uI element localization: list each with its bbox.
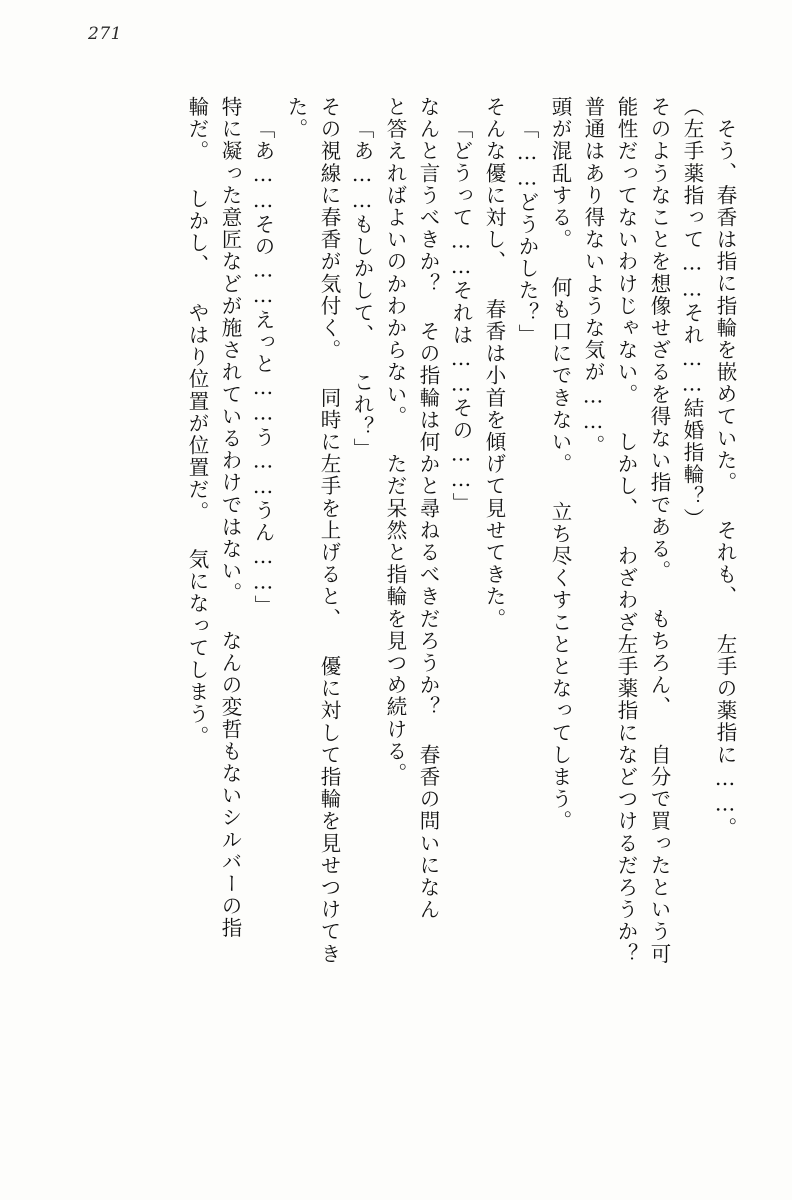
- page-number: 271: [88, 24, 122, 44]
- text-column: 「あ……もしかして、 これ？」: [350, 118, 374, 460]
- text-column: 「どうって……それは……その……」: [449, 118, 473, 515]
- text-column: と答えればよいのかわからない。 ただ呆然と指輪を見つめ続ける。: [383, 96, 407, 785]
- text-column: 「あ……その……えっと……う……うん……」: [251, 118, 275, 618]
- text-column: 輪だ。 しかし、 やはり位置が位置だ。 気になってしまう。: [185, 96, 209, 748]
- text-column: その視線に春香が気付く。 同時に左手を上げると、 優に対して指輪を見せつけてき: [317, 96, 341, 965]
- text-column: （左手薬指って……それ……結婚指輪？）: [680, 96, 704, 530]
- text-column: そのようなことを想像せざるを得ない指である。 もちろん、 自分で買ったという可: [647, 96, 671, 965]
- text-column: そんな優に対し、 春香は小首を傾げて見せてきた。: [482, 96, 506, 630]
- text-column: なんと言うべきか？ その指輪は何かと尋ねるべきだろうか？ 春香の問いになん: [416, 96, 440, 921]
- text-column: 特に凝った意匠などが施されているわけではない。 なんの変哲もないシルバーの指: [218, 96, 242, 940]
- text-column: 頭が混乱する。 何も口にできない。 立ち尽くすこととなってしまう。: [548, 96, 572, 833]
- text-column: そう、春香は指に指輪を嵌めていた。 それも、 左手の薬指に……。: [713, 118, 737, 840]
- text-column: 「……どうかした？」: [515, 118, 539, 346]
- vertical-text-block: [56, 96, 740, 1156]
- text-column: 能性だってないわけじゃない。 しかし、 わざわざ左手薬指になどつけるだろうか？: [614, 96, 638, 965]
- text-column: た。: [284, 96, 308, 141]
- text-column: 普通はあり得ないような気が……。: [581, 96, 605, 457]
